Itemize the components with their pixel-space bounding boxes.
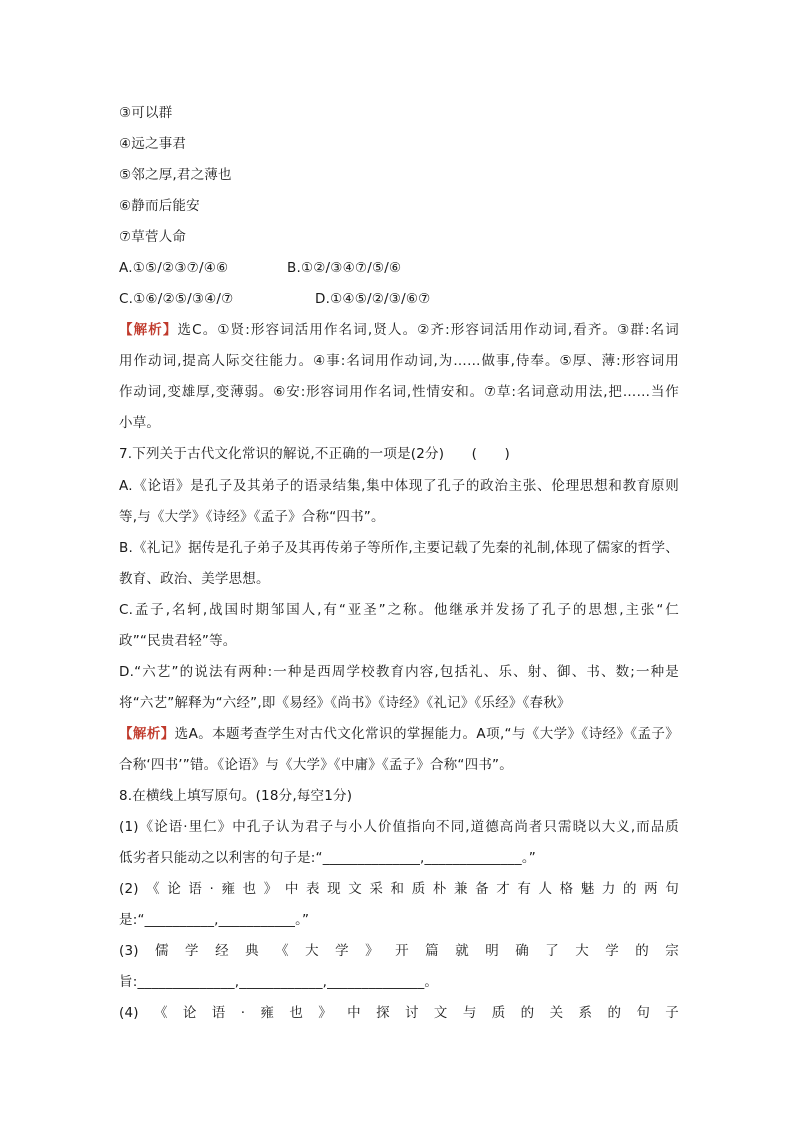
q6-analysis-text-1: 选C。①贤:形容词活用作名词,贤人。②齐:形容词活用作动词,看齐。③群:名词 (177, 322, 679, 338)
q8-part-3-line-1: (3)儒学经典《大学》开篇就明确了大学的宗 (119, 943, 679, 959)
q7-option-a-line-1: A.《论语》是孔子及其弟子的语录结集,集中体现了孔子的政治主张、伦理思想和教育原则 (119, 478, 679, 494)
q8-part-2-line-2: 是:“__________,___________。” (119, 912, 310, 928)
q7-option-b-line-2: 教育、政治、美学思想。 (119, 571, 270, 587)
q6-option-c: C.①⑥/②⑤/③④/⑦ (119, 291, 234, 307)
q6-option-d: D.①④⑤/②/③/⑥⑦ (315, 291, 431, 307)
q6-analysis-line-3: 作动词,变雄厚,变薄弱。⑥安:形容词用作名词,性情安和。⑦草:名词意动用法,把……当作 (119, 384, 679, 400)
q8-part-1-line-2: 低劣者只能动之以利害的句子是:“______________,______________。” (119, 850, 536, 866)
q8-stem: 8.在横线上填写原句。(18分,每空1分) (119, 788, 353, 804)
q7-option-b-line-1: B.《礼记》据传是孔子弟子及其再传弟子等所作,主要记载了先秦的礼制,体现了儒家的哲学、 (119, 540, 679, 556)
q8-part-4-line-1: (4)《论语·雍也》中探讨文与质的关系的句子 (119, 1005, 679, 1021)
q6-item-4: ④远之事君 (119, 136, 187, 152)
q7-option-d-line-2: 将“六艺”解释为“六经”,即《易经》《尚书》《诗经》《礼记》《乐经》《春秋》 (119, 695, 571, 711)
q6-item-3: ③可以群 (119, 105, 173, 121)
q6-option-b: B.①②/③④⑦/⑤/⑥ (287, 260, 402, 276)
q7-analysis-text-1: 选A。本题考查学生对古代文化常识的掌握能力。A项,“与《大学》《诗经》《孟子》 (174, 726, 679, 742)
analysis-tag: 【解析】 (119, 322, 178, 338)
q6-analysis-line-4: 小草。 (119, 415, 161, 431)
q7-analysis-line-1 (119, 724, 679, 744)
q7-stem: 7.下列关于古代文化常识的解说,不正确的一项是(2分) ( ) (119, 446, 510, 462)
q6-item-7: ⑦草菅人命 (119, 229, 187, 245)
q6-item-6: ⑥静而后能安 (119, 198, 200, 214)
q7-option-c-line-1: C.孟子,名轲,战国时期邹国人,有“亚圣”之称。他继承并发扬了孔子的思想,主张“仁 (119, 602, 679, 618)
q8-part-3-line-2: 旨:______________,____________,______________。 (119, 974, 439, 990)
q6-option-a: A.①⑤/②③⑦/④⑥ (119, 260, 229, 276)
q6-options-row-2 (119, 289, 679, 309)
q6-analysis-line-2: 用作动词,提高人际交往能力。④事:名词用作动词,为……做事,侍奉。⑤厚、薄:形容词用 (119, 353, 679, 369)
q6-item-5: ⑤邻之厚,君之薄也 (119, 167, 232, 183)
q7-analysis-line-2: 合称‘四书’”错。《论语》与《大学》《中庸》《孟子》合称“四书”。 (119, 757, 513, 773)
q8-part-2-line-1: (2)《论语·雍也》中表现文采和质朴兼备才有人格魅力的两句 (119, 881, 679, 897)
q7-option-a-line-2: 等,与《大学》《诗经》《孟子》合称“四书”。 (119, 509, 385, 525)
q6-options-row-1 (119, 258, 679, 278)
q6-analysis-line-1 (119, 320, 679, 340)
q7-option-c-line-2: 政”“民贵君轻”等。 (119, 633, 237, 649)
analysis-tag: 【解析】 (119, 726, 175, 742)
q8-part-1-line-1: (1)《论语·里仁》中孔子认为君子与小人价值指向不同,道德高尚者只需晓以大义,而品质 (119, 819, 679, 835)
q7-option-d-line-1: D.“六艺”的说法有两种:一种是西周学校教育内容,包括礼、乐、射、御、书、数;一种是 (119, 664, 679, 680)
